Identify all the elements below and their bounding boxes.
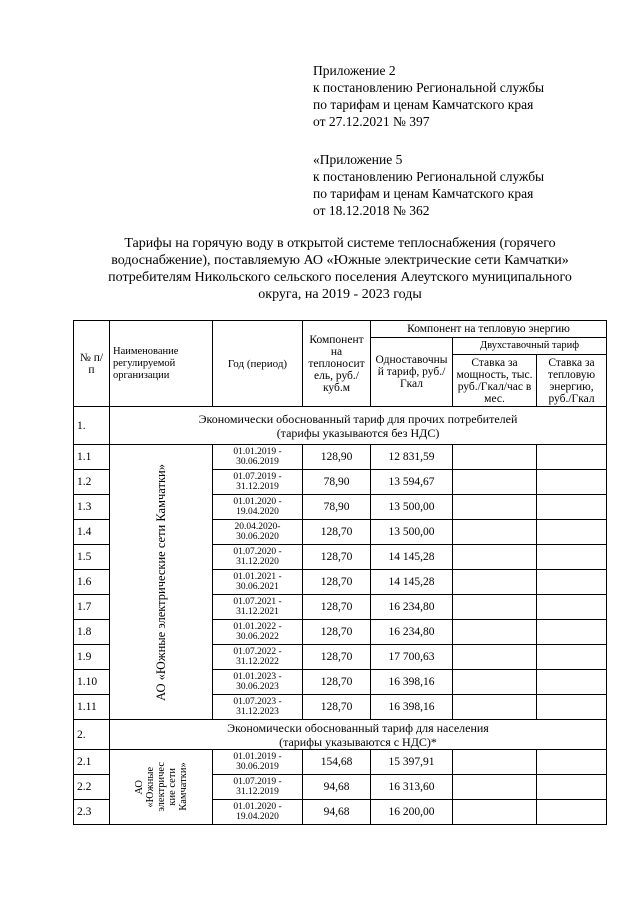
single-rate-value: 13 500,00 — [371, 495, 453, 520]
org-name-vertical-small — [110, 750, 213, 825]
org-name-line: «Южные — [144, 766, 156, 808]
row-period — [213, 645, 303, 670]
section-title-line: (тарифы указываются без НДС) — [276, 425, 440, 440]
appendix-5-line: по тарифам и ценам Камчатского края — [313, 186, 534, 201]
energy-rate-value — [537, 520, 607, 545]
period-from: 20.04.2020- — [234, 522, 281, 532]
appendix-2-line: Приложение 2 — [313, 63, 396, 78]
energy-rate-value — [537, 645, 607, 670]
title-line: округа, на 2019 - 2023 годы — [258, 287, 422, 302]
carrier-value: 128,70 — [303, 595, 371, 620]
row-num: 1.1 — [74, 445, 110, 470]
row-period — [213, 495, 303, 520]
header-capacity-rate: Ставка за мощность, тыс. руб./Гкал/час в мес. — [453, 355, 537, 407]
tariff-table — [73, 320, 607, 825]
header-heat-carrier: Компонент на теплоносит ель, руб./куб.м — [303, 321, 371, 407]
row-period — [213, 520, 303, 545]
capacity-rate-value — [453, 595, 537, 620]
org-name-line: электричес — [155, 762, 167, 812]
period-to: 19.04.2020 — [236, 507, 279, 517]
org-name-vertical — [110, 445, 213, 720]
header-org: Наименование регулируемой организации — [110, 321, 213, 407]
period-to: 30.06.2019 — [236, 762, 279, 772]
energy-rate-value — [537, 570, 607, 595]
carrier-value: 128,90 — [303, 445, 371, 470]
row-num: 1.11 — [74, 695, 110, 720]
energy-rate-value — [537, 670, 607, 695]
row-num: 1.4 — [74, 520, 110, 545]
document-title — [80, 235, 600, 303]
row-num: 1.7 — [74, 595, 110, 620]
capacity-rate-value — [453, 620, 537, 645]
section-row — [74, 407, 607, 445]
period-from: 01.01.2022 - — [233, 622, 282, 632]
row-period — [213, 470, 303, 495]
energy-rate-value — [537, 445, 607, 470]
carrier-value: 128,70 — [303, 695, 371, 720]
appendix-2-line: от 27.12.2021 № 397 — [313, 114, 430, 129]
table-row — [74, 445, 607, 470]
single-rate-value: 16 398,16 — [371, 670, 453, 695]
row-num: 1.6 — [74, 570, 110, 595]
period-from: 01.01.2023 - — [233, 672, 282, 682]
row-period — [213, 445, 303, 470]
row-num: 1.9 — [74, 645, 110, 670]
section-title — [110, 720, 607, 750]
row-num: 2.1 — [74, 750, 110, 775]
section-title — [110, 407, 607, 445]
capacity-rate-value — [453, 545, 537, 570]
single-rate-value: 17 700,63 — [371, 645, 453, 670]
row-num: 2.2 — [74, 775, 110, 800]
section-num: 2. — [74, 720, 110, 750]
org-name: АО «Южные электрические сети Камчатки» — [154, 463, 168, 701]
energy-rate-value — [537, 750, 607, 775]
energy-rate-value — [537, 800, 607, 825]
carrier-value: 128,70 — [303, 570, 371, 595]
row-period — [213, 570, 303, 595]
carrier-value: 154,68 — [303, 750, 371, 775]
appendix-2-line: по тарифам и ценам Камчатского края — [313, 97, 534, 112]
energy-rate-value — [537, 495, 607, 520]
period-to: 31.12.2023 — [236, 707, 279, 717]
section-title-line: Экономически обоснованный тариф для прочих потребителей — [198, 411, 518, 426]
section-num: 1. — [74, 407, 110, 445]
period-from: 01.07.2019 - — [233, 472, 282, 482]
capacity-rate-value — [453, 645, 537, 670]
carrier-value: 78,90 — [303, 495, 371, 520]
header-heat-energy: Компонент на тепловую энергию — [371, 321, 607, 338]
period-to: 30.06.2019 — [236, 457, 279, 467]
section-title-line: Экономически обоснованный тариф для населения — [227, 720, 489, 735]
period-from: 01.07.2019 - — [233, 777, 282, 787]
row-period — [213, 800, 303, 825]
single-rate-value: 16 313,60 — [371, 775, 453, 800]
single-rate-value: 13 594,67 — [371, 470, 453, 495]
row-period — [213, 750, 303, 775]
single-rate-value: 12 831,59 — [371, 445, 453, 470]
period-from: 01.01.2019 - — [233, 752, 282, 762]
period-to: 31.12.2019 — [236, 482, 279, 492]
period-to: 30.06.2020 — [236, 532, 279, 542]
period-from: 01.07.2022 - — [233, 647, 282, 657]
row-num: 1.8 — [74, 620, 110, 645]
energy-rate-value — [537, 545, 607, 570]
org-name-line: Камчатки» — [177, 762, 189, 812]
carrier-value: 78,90 — [303, 470, 371, 495]
carrier-value: 128,70 — [303, 545, 371, 570]
row-num: 2.3 — [74, 800, 110, 825]
period-to: 19.04.2020 — [236, 812, 279, 822]
capacity-rate-value — [453, 695, 537, 720]
title-line: Тарифы на горячую воду в открытой системе теплоснабжения (горячего — [124, 236, 556, 251]
section-row — [74, 720, 607, 750]
org-name-small — [134, 762, 189, 812]
header-period: Год (период) — [213, 321, 303, 407]
single-rate-value: 14 145,28 — [371, 570, 453, 595]
period-to: 31.12.2022 — [236, 657, 279, 667]
appendix-5-header — [313, 151, 544, 219]
capacity-rate-value — [453, 670, 537, 695]
single-rate-value: 16 234,80 — [371, 620, 453, 645]
single-rate-value: 14 145,28 — [371, 545, 453, 570]
period-to: 31.12.2019 — [236, 787, 279, 797]
appendix-5-line: «Приложение 5 — [313, 152, 403, 167]
table-row — [74, 750, 607, 775]
carrier-value: 94,68 — [303, 800, 371, 825]
capacity-rate-value — [453, 570, 537, 595]
row-period — [213, 775, 303, 800]
energy-rate-value — [537, 695, 607, 720]
period-from: 01.07.2020 - — [233, 547, 282, 557]
single-rate-value: 16 234,80 — [371, 595, 453, 620]
row-num: 1.5 — [74, 545, 110, 570]
capacity-rate-value — [453, 520, 537, 545]
carrier-value: 128,70 — [303, 520, 371, 545]
row-num: 1.3 — [74, 495, 110, 520]
header-single-rate: Одноставочны й тариф, руб./Гкал — [371, 338, 453, 407]
appendix-2-line: к постановлению Региональной службы — [313, 80, 545, 95]
row-num: 1.2 — [74, 470, 110, 495]
period-to: 31.12.2021 — [236, 607, 279, 617]
period-from: 01.01.2019 - — [233, 447, 282, 457]
appendix-5-line: от 18.12.2018 № 362 — [313, 203, 430, 218]
carrier-value: 128,70 — [303, 620, 371, 645]
period-from: 01.07.2021 - — [233, 597, 282, 607]
row-period — [213, 545, 303, 570]
energy-rate-value — [537, 775, 607, 800]
period-to: 30.06.2022 — [236, 632, 279, 642]
capacity-rate-value — [453, 750, 537, 775]
single-rate-value: 15 397,91 — [371, 750, 453, 775]
carrier-value: 128,70 — [303, 670, 371, 695]
row-period — [213, 695, 303, 720]
row-period — [213, 620, 303, 645]
carrier-value: 128,70 — [303, 645, 371, 670]
period-to: 30.06.2023 — [236, 682, 279, 692]
capacity-rate-value — [453, 800, 537, 825]
energy-rate-value — [537, 470, 607, 495]
appendix-5-line: к постановлению Региональной службы — [313, 169, 545, 184]
period-from: 01.01.2021 - — [233, 572, 282, 582]
capacity-rate-value — [453, 495, 537, 520]
header-two-rate: Двухставочный тариф — [453, 338, 607, 355]
period-to: 31.12.2020 — [236, 557, 279, 567]
single-rate-value: 13 500,00 — [371, 520, 453, 545]
capacity-rate-value — [453, 775, 537, 800]
title-line: водоснабжение), поставляемую АО «Южные электрические сети Камчатки» — [111, 253, 569, 268]
title-line: потребителям Никольского сельского поселения Алеутского муниципального — [108, 270, 572, 285]
period-from: 01.01.2020 - — [233, 802, 282, 812]
section-title-line: (тарифы указываются с НДС)* — [279, 734, 437, 749]
header-num: № п/п — [74, 321, 110, 407]
header-energy-rate: Ставка за тепловую энергию, руб./Гкал — [537, 355, 607, 407]
single-rate-value: 16 398,16 — [371, 695, 453, 720]
capacity-rate-value — [453, 470, 537, 495]
appendix-2-header — [313, 62, 544, 130]
org-name-line: кие сети — [166, 768, 178, 806]
row-num: 1.10 — [74, 670, 110, 695]
capacity-rate-value — [453, 445, 537, 470]
period-to: 30.06.2021 — [236, 582, 279, 592]
single-rate-value: 16 200,00 — [371, 800, 453, 825]
energy-rate-value — [537, 620, 607, 645]
period-from: 01.01.2020 - — [233, 497, 282, 507]
carrier-value: 94,68 — [303, 775, 371, 800]
row-period — [213, 595, 303, 620]
org-name-line: АО — [133, 779, 145, 795]
row-period — [213, 670, 303, 695]
energy-rate-value — [537, 595, 607, 620]
period-from: 01.07.2023 - — [233, 697, 282, 707]
